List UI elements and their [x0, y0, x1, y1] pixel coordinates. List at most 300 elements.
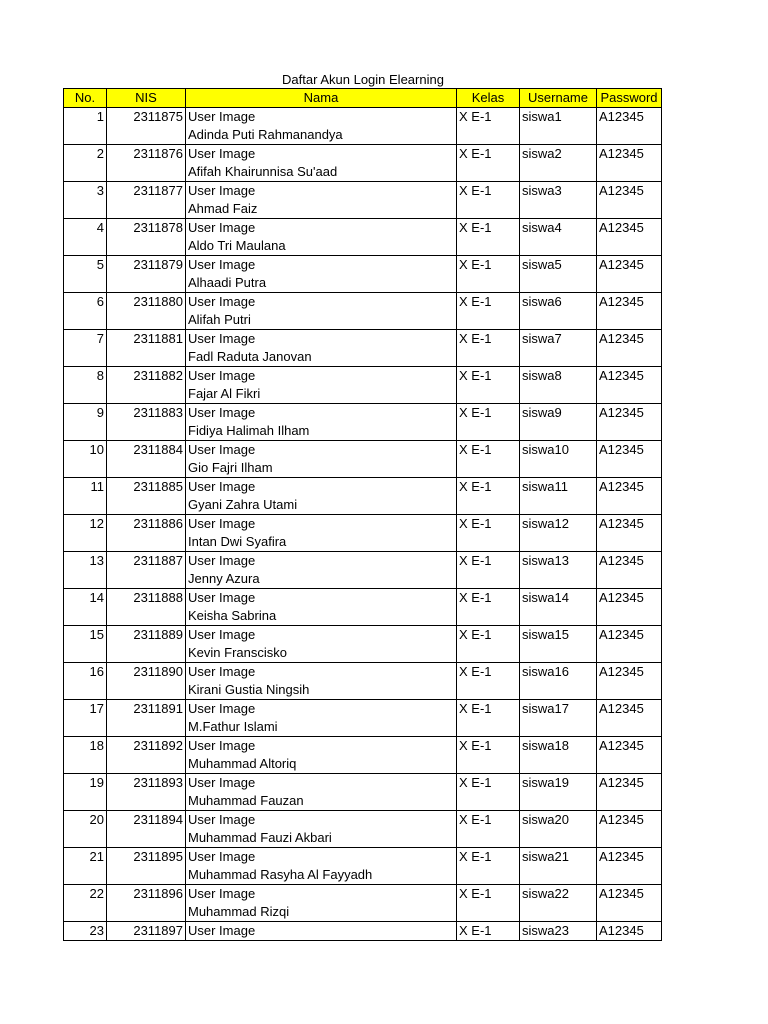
cell-empty [107, 459, 186, 478]
cell-empty [520, 163, 597, 182]
table-row-name [64, 422, 662, 441]
cell-empty [597, 607, 662, 626]
cell-no: 13 [64, 552, 107, 571]
cell-nama: Kirani Gustia Ningsih [186, 681, 457, 700]
cell-empty [597, 311, 662, 330]
column-header-nis: NIS [107, 89, 186, 108]
table-row [64, 182, 662, 201]
cell-empty [520, 755, 597, 774]
cell-no: 11 [64, 478, 107, 497]
cell-empty [64, 200, 107, 219]
cell-empty [107, 755, 186, 774]
cell-nama: Kevin Franscisko [186, 644, 457, 663]
cell-empty [64, 348, 107, 367]
table-row-name [64, 459, 662, 478]
cell-empty [457, 385, 520, 404]
cell-username: siswa9 [520, 404, 597, 423]
cell-empty [457, 644, 520, 663]
table-row [64, 737, 662, 756]
cell-empty [64, 459, 107, 478]
cell-kelas: X E-1 [457, 441, 520, 460]
table-row-name [64, 607, 662, 626]
cell-kelas: X E-1 [457, 515, 520, 534]
cell-no: 20 [64, 811, 107, 830]
table-row [64, 700, 662, 719]
table-row [64, 404, 662, 423]
cell-no: 23 [64, 922, 107, 941]
cell-no: 5 [64, 256, 107, 275]
cell-nis: 2311886 [107, 515, 186, 534]
cell-nis: 2311880 [107, 293, 186, 312]
cell-nis: 2311878 [107, 219, 186, 238]
cell-no: 21 [64, 848, 107, 867]
cell-empty [64, 237, 107, 256]
cell-kelas: X E-1 [457, 478, 520, 497]
cell-nama: Alhaadi Putra [186, 274, 457, 293]
cell-empty [107, 607, 186, 626]
cell-password: A12345 [597, 182, 662, 201]
cell-nis: 2311876 [107, 145, 186, 164]
table-row [64, 515, 662, 534]
cell-empty [107, 200, 186, 219]
cell-empty [107, 311, 186, 330]
cell-nis: 2311883 [107, 404, 186, 423]
cell-nama: M.Fathur Islami [186, 718, 457, 737]
cell-nis: 2311891 [107, 700, 186, 719]
table-row-name [64, 237, 662, 256]
cell-empty [597, 829, 662, 848]
cell-no: 12 [64, 515, 107, 534]
cell-nama: Muhammad Altoriq [186, 755, 457, 774]
table-row-name [64, 126, 662, 145]
cell-empty [107, 681, 186, 700]
table-row-name [64, 385, 662, 404]
cell-empty [457, 163, 520, 182]
cell-nis: 2311888 [107, 589, 186, 608]
cell-kelas: X E-1 [457, 848, 520, 867]
cell-kelas: X E-1 [457, 404, 520, 423]
cell-empty [457, 829, 520, 848]
table-row-name [64, 311, 662, 330]
cell-nama: Fidiya Halimah Ilham [186, 422, 457, 441]
cell-username: siswa4 [520, 219, 597, 238]
cell-empty [520, 200, 597, 219]
cell-empty [457, 681, 520, 700]
cell-kelas: X E-1 [457, 700, 520, 719]
cell-empty [597, 681, 662, 700]
cell-empty [64, 422, 107, 441]
table-row-name [64, 570, 662, 589]
cell-empty [107, 829, 186, 848]
cell-empty [64, 644, 107, 663]
cell-kelas: X E-1 [457, 626, 520, 645]
cell-empty [597, 644, 662, 663]
cell-no: 9 [64, 404, 107, 423]
cell-empty [107, 718, 186, 737]
cell-empty [64, 311, 107, 330]
cell-nama: Afifah Khairunnisa Su'aad [186, 163, 457, 182]
cell-empty [64, 607, 107, 626]
cell-user-image: User Image [186, 515, 457, 534]
cell-kelas: X E-1 [457, 219, 520, 238]
cell-empty [520, 829, 597, 848]
table-row-name [64, 718, 662, 737]
cell-empty [520, 459, 597, 478]
column-header-username: Username [520, 89, 597, 108]
cell-password: A12345 [597, 885, 662, 904]
cell-empty [520, 311, 597, 330]
cell-nama: Jenny Azura [186, 570, 457, 589]
cell-empty [64, 681, 107, 700]
cell-user-image: User Image [186, 108, 457, 127]
cell-empty [520, 126, 597, 145]
table-row [64, 774, 662, 793]
cell-user-image: User Image [186, 700, 457, 719]
cell-empty [107, 163, 186, 182]
cell-empty [520, 903, 597, 922]
table-row-name [64, 792, 662, 811]
cell-password: A12345 [597, 811, 662, 830]
cell-password: A12345 [597, 145, 662, 164]
cell-empty [520, 570, 597, 589]
cell-username: siswa20 [520, 811, 597, 830]
cell-password: A12345 [597, 293, 662, 312]
cell-user-image: User Image [186, 219, 457, 238]
cell-empty [64, 496, 107, 515]
cell-kelas: X E-1 [457, 737, 520, 756]
cell-kelas: X E-1 [457, 589, 520, 608]
cell-empty [457, 237, 520, 256]
column-header-nama: Nama [186, 89, 457, 108]
cell-empty [520, 866, 597, 885]
cell-user-image: User Image [186, 478, 457, 497]
cell-username: siswa6 [520, 293, 597, 312]
cell-username: siswa12 [520, 515, 597, 534]
cell-password: A12345 [597, 663, 662, 682]
table-row-name [64, 755, 662, 774]
cell-empty [597, 274, 662, 293]
column-header-kelas: Kelas [457, 89, 520, 108]
table-row [64, 626, 662, 645]
cell-empty [107, 348, 186, 367]
cell-empty [457, 570, 520, 589]
table-header-row [64, 89, 662, 108]
cell-kelas: X E-1 [457, 811, 520, 830]
column-header-no: No. [64, 89, 107, 108]
cell-no: 16 [64, 663, 107, 682]
cell-password: A12345 [597, 922, 662, 941]
cell-username: siswa14 [520, 589, 597, 608]
cell-empty [597, 163, 662, 182]
cell-password: A12345 [597, 737, 662, 756]
cell-empty [64, 126, 107, 145]
cell-nis: 2311896 [107, 885, 186, 904]
cell-password: A12345 [597, 441, 662, 460]
cell-empty [64, 792, 107, 811]
cell-empty [107, 126, 186, 145]
cell-no: 2 [64, 145, 107, 164]
cell-empty [597, 570, 662, 589]
cell-empty [457, 422, 520, 441]
cell-nis: 2311889 [107, 626, 186, 645]
cell-username: siswa17 [520, 700, 597, 719]
table-row-name [64, 533, 662, 552]
cell-nama: Muhammad Fauzi Akbari [186, 829, 457, 848]
table-row-name [64, 903, 662, 922]
cell-nama: Ahmad Faiz [186, 200, 457, 219]
cell-empty [457, 126, 520, 145]
cell-empty [520, 385, 597, 404]
table-row [64, 589, 662, 608]
cell-password: A12345 [597, 589, 662, 608]
cell-user-image: User Image [186, 182, 457, 201]
cell-empty [457, 792, 520, 811]
cell-password: A12345 [597, 367, 662, 386]
cell-nis: 2311895 [107, 848, 186, 867]
cell-username: siswa13 [520, 552, 597, 571]
table-row [64, 663, 662, 682]
cell-empty [107, 644, 186, 663]
cell-user-image: User Image [186, 145, 457, 164]
cell-empty [457, 311, 520, 330]
table-row [64, 478, 662, 497]
cell-nama: Muhammad Rizqi [186, 903, 457, 922]
table-row-name [64, 681, 662, 700]
cell-kelas: X E-1 [457, 145, 520, 164]
cell-username: siswa1 [520, 108, 597, 127]
cell-empty [64, 755, 107, 774]
cell-user-image: User Image [186, 885, 457, 904]
cell-nama: Alifah Putri [186, 311, 457, 330]
cell-user-image: User Image [186, 848, 457, 867]
cell-nama: Fadl Raduta Janovan [186, 348, 457, 367]
cell-kelas: X E-1 [457, 922, 520, 941]
table-row [64, 293, 662, 312]
cell-kelas: X E-1 [457, 367, 520, 386]
cell-no: 18 [64, 737, 107, 756]
cell-empty [457, 755, 520, 774]
cell-empty [520, 422, 597, 441]
cell-empty [64, 829, 107, 848]
cell-empty [457, 200, 520, 219]
cell-empty [107, 385, 186, 404]
cell-empty [457, 607, 520, 626]
cell-empty [520, 681, 597, 700]
cell-username: siswa3 [520, 182, 597, 201]
cell-no: 22 [64, 885, 107, 904]
cell-empty [520, 718, 597, 737]
cell-nis: 2311893 [107, 774, 186, 793]
cell-nama: Adinda Puti Rahmanandya [186, 126, 457, 145]
cell-no: 3 [64, 182, 107, 201]
column-header-password: Password [597, 89, 662, 108]
cell-user-image: User Image [186, 367, 457, 386]
cell-empty [457, 274, 520, 293]
table-row [64, 922, 662, 941]
cell-empty [64, 718, 107, 737]
cell-no: 4 [64, 219, 107, 238]
cell-empty [597, 348, 662, 367]
cell-empty [457, 866, 520, 885]
cell-kelas: X E-1 [457, 885, 520, 904]
cell-empty [597, 755, 662, 774]
cell-empty [597, 866, 662, 885]
cell-user-image: User Image [186, 330, 457, 349]
cell-empty [107, 237, 186, 256]
cell-no: 7 [64, 330, 107, 349]
cell-empty [107, 866, 186, 885]
cell-password: A12345 [597, 219, 662, 238]
cell-nis: 2311892 [107, 737, 186, 756]
cell-empty [457, 348, 520, 367]
cell-no: 8 [64, 367, 107, 386]
cell-username: siswa19 [520, 774, 597, 793]
cell-empty [597, 126, 662, 145]
cell-empty [597, 533, 662, 552]
cell-user-image: User Image [186, 441, 457, 460]
table-row [64, 441, 662, 460]
cell-empty [64, 274, 107, 293]
table-row [64, 811, 662, 830]
cell-kelas: X E-1 [457, 552, 520, 571]
cell-password: A12345 [597, 330, 662, 349]
table-row-name [64, 866, 662, 885]
cell-empty [457, 533, 520, 552]
cell-kelas: X E-1 [457, 182, 520, 201]
cell-empty [597, 237, 662, 256]
page-title: Daftar Akun Login Elearning [282, 72, 444, 87]
table-row [64, 552, 662, 571]
cell-empty [107, 570, 186, 589]
cell-empty [64, 866, 107, 885]
cell-empty [520, 274, 597, 293]
cell-username: siswa7 [520, 330, 597, 349]
cell-nama: Keisha Sabrina [186, 607, 457, 626]
table-row-name [64, 829, 662, 848]
cell-no: 10 [64, 441, 107, 460]
cell-nama: Intan Dwi Syafira [186, 533, 457, 552]
cell-password: A12345 [597, 700, 662, 719]
cell-nis: 2311894 [107, 811, 186, 830]
cell-user-image: User Image [186, 404, 457, 423]
cell-empty [64, 533, 107, 552]
cell-nis: 2311882 [107, 367, 186, 386]
cell-no: 17 [64, 700, 107, 719]
cell-password: A12345 [597, 626, 662, 645]
cell-password: A12345 [597, 848, 662, 867]
cell-empty [597, 496, 662, 515]
table-row [64, 256, 662, 275]
table-row [64, 367, 662, 386]
cell-empty [520, 237, 597, 256]
cell-nis: 2311897 [107, 922, 186, 941]
table-row [64, 330, 662, 349]
account-table [63, 88, 662, 941]
cell-nama: Gyani Zahra Utami [186, 496, 457, 515]
cell-nama: Muhammad Rasyha Al Fayyadh [186, 866, 457, 885]
cell-username: siswa8 [520, 367, 597, 386]
cell-nis: 2311875 [107, 108, 186, 127]
cell-empty [520, 607, 597, 626]
cell-kelas: X E-1 [457, 108, 520, 127]
table-row [64, 219, 662, 238]
cell-nis: 2311881 [107, 330, 186, 349]
cell-nama: Muhammad Fauzan [186, 792, 457, 811]
cell-empty [107, 903, 186, 922]
cell-empty [520, 792, 597, 811]
cell-empty [597, 792, 662, 811]
cell-empty [107, 496, 186, 515]
cell-nama: Gio Fajri Ilham [186, 459, 457, 478]
cell-kelas: X E-1 [457, 256, 520, 275]
cell-kelas: X E-1 [457, 293, 520, 312]
cell-empty [457, 718, 520, 737]
cell-username: siswa18 [520, 737, 597, 756]
cell-username: siswa15 [520, 626, 597, 645]
cell-user-image: User Image [186, 589, 457, 608]
cell-user-image: User Image [186, 552, 457, 571]
cell-password: A12345 [597, 515, 662, 534]
cell-empty [64, 570, 107, 589]
cell-no: 15 [64, 626, 107, 645]
cell-empty [520, 533, 597, 552]
cell-empty [64, 163, 107, 182]
table-row [64, 108, 662, 127]
cell-empty [520, 644, 597, 663]
cell-empty [457, 459, 520, 478]
cell-username: siswa5 [520, 256, 597, 275]
cell-username: siswa2 [520, 145, 597, 164]
cell-nama: Fajar Al Fikri [186, 385, 457, 404]
table-row [64, 885, 662, 904]
cell-kelas: X E-1 [457, 330, 520, 349]
cell-empty [597, 385, 662, 404]
table-row [64, 848, 662, 867]
table-row-name [64, 163, 662, 182]
cell-nama: Aldo Tri Maulana [186, 237, 457, 256]
cell-empty [457, 903, 520, 922]
cell-username: siswa23 [520, 922, 597, 941]
cell-password: A12345 [597, 108, 662, 127]
cell-user-image: User Image [186, 663, 457, 682]
cell-empty [597, 422, 662, 441]
cell-password: A12345 [597, 404, 662, 423]
cell-user-image: User Image [186, 256, 457, 275]
cell-password: A12345 [597, 552, 662, 571]
table-row-name [64, 274, 662, 293]
cell-nis: 2311879 [107, 256, 186, 275]
cell-empty [64, 903, 107, 922]
table-row-name [64, 496, 662, 515]
cell-empty [107, 422, 186, 441]
cell-empty [597, 459, 662, 478]
cell-username: siswa11 [520, 478, 597, 497]
cell-nis: 2311887 [107, 552, 186, 571]
cell-password: A12345 [597, 478, 662, 497]
cell-empty [107, 274, 186, 293]
cell-no: 6 [64, 293, 107, 312]
table-body [64, 108, 662, 941]
cell-user-image: User Image [186, 293, 457, 312]
table-row-name [64, 200, 662, 219]
cell-kelas: X E-1 [457, 663, 520, 682]
cell-nis: 2311890 [107, 663, 186, 682]
cell-no: 19 [64, 774, 107, 793]
cell-no: 14 [64, 589, 107, 608]
cell-empty [107, 533, 186, 552]
cell-empty [457, 496, 520, 515]
cell-empty [107, 792, 186, 811]
